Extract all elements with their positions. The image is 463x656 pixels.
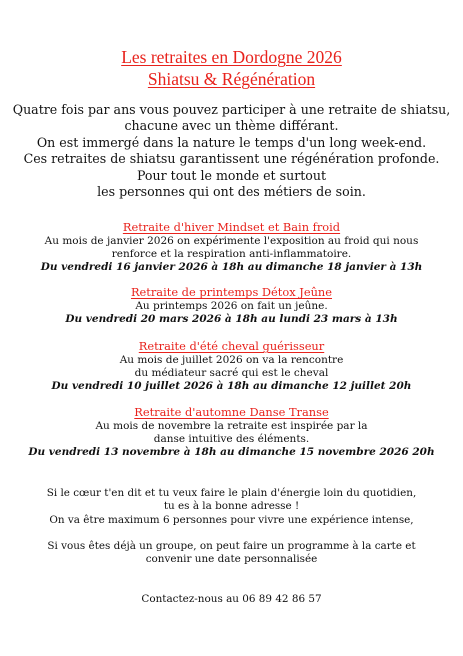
retreat-winter-desc: Au mois de janvier 2026 on expérimente l'exposition au froid qui nous <box>44 235 419 247</box>
retreat-winter-dates: Du vendredi 16 janvier 2026 à 18h au dimanche 18 janvier à 13h <box>40 261 423 274</box>
intro-line: Quatre fois par ans vous pouvez participer à une retraite de shiatsu, <box>12 102 451 117</box>
intro-line: On est immergé dans la nature le temps d'un long week-end. <box>36 134 427 150</box>
closing-line: Si vous êtes déjà un groupe, on peut faire un programme à la carte et <box>47 540 416 552</box>
retreat-autumn <box>0 405 463 460</box>
retreat-summer-dates: Du vendredi 10 juillet 2026 à 18h au dimanche 12 juillet 20h <box>51 380 412 393</box>
intro-paragraph <box>0 102 463 200</box>
closing-line: convenir une date personnalisée <box>145 553 318 566</box>
retreat-spring <box>0 285 463 326</box>
retreat-autumn-desc: danse intuitive des éléments. <box>153 433 310 446</box>
intro-line: Ces retraites de shiatsu garantissent une régénération profonde. <box>23 151 440 167</box>
page-title-line1: Les retraites en Dordogne 2026 <box>121 47 342 67</box>
retreat-summer-title: Retraite d'été cheval guérisseur <box>138 339 325 353</box>
retreat-summer-desc: Au mois de juillet 2026 on va la rencontre <box>119 354 344 366</box>
closing-line: tu es à la bonne adresse ! <box>163 500 300 513</box>
retreat-winter-title: Retraite d'hiver Mindset et Bain froid <box>122 220 341 234</box>
retreat-spring-desc: Au printemps 2026 on fait un jeûne. <box>135 300 328 312</box>
intro-line: les personnes qui ont des métiers de soin. <box>97 184 366 200</box>
intro-line: Pour tout le monde et surtout <box>136 167 327 183</box>
retreat-spring-title: Retraite de printemps Détox Jeûne <box>130 285 333 299</box>
retreat-autumn-title: Retraite d'automne Danse Transe <box>134 405 329 419</box>
retreat-summer <box>0 339 463 394</box>
retreat-winter <box>0 220 463 275</box>
closing-paragraph-2 <box>0 540 463 567</box>
closing-line: On va être maximum 6 personnes pour vivre une expérience intense, <box>49 513 414 526</box>
intro-line: chacune avec un thème différant. <box>124 118 339 134</box>
retreat-autumn-desc: Au mois de novembre la retraite est inspirée par la <box>95 420 368 432</box>
retreat-spring-dates: Du vendredi 20 mars 2026 à 18h au lundi 23 mars à 13h <box>65 313 398 326</box>
page-title-line2: Shiatsu & Régénération <box>147 69 316 89</box>
retreat-winter-desc: renforce et la respiration anti-inflammatoire. <box>111 248 352 261</box>
closing-line: Si le cœur t'en dit et tu veux faire le plain d'énergie loin du quotidien, <box>46 487 417 499</box>
retreat-autumn-dates: Du vendredi 13 novembre à 18h au dimanche 15 novembre 2026 20h <box>28 446 435 459</box>
closing-paragraph-1 <box>0 487 463 527</box>
contact-phone: Contactez-nous au 06 89 42 86 57 <box>141 593 322 605</box>
retreat-summer-desc: du médiateur sacré qui est le cheval <box>134 367 329 380</box>
